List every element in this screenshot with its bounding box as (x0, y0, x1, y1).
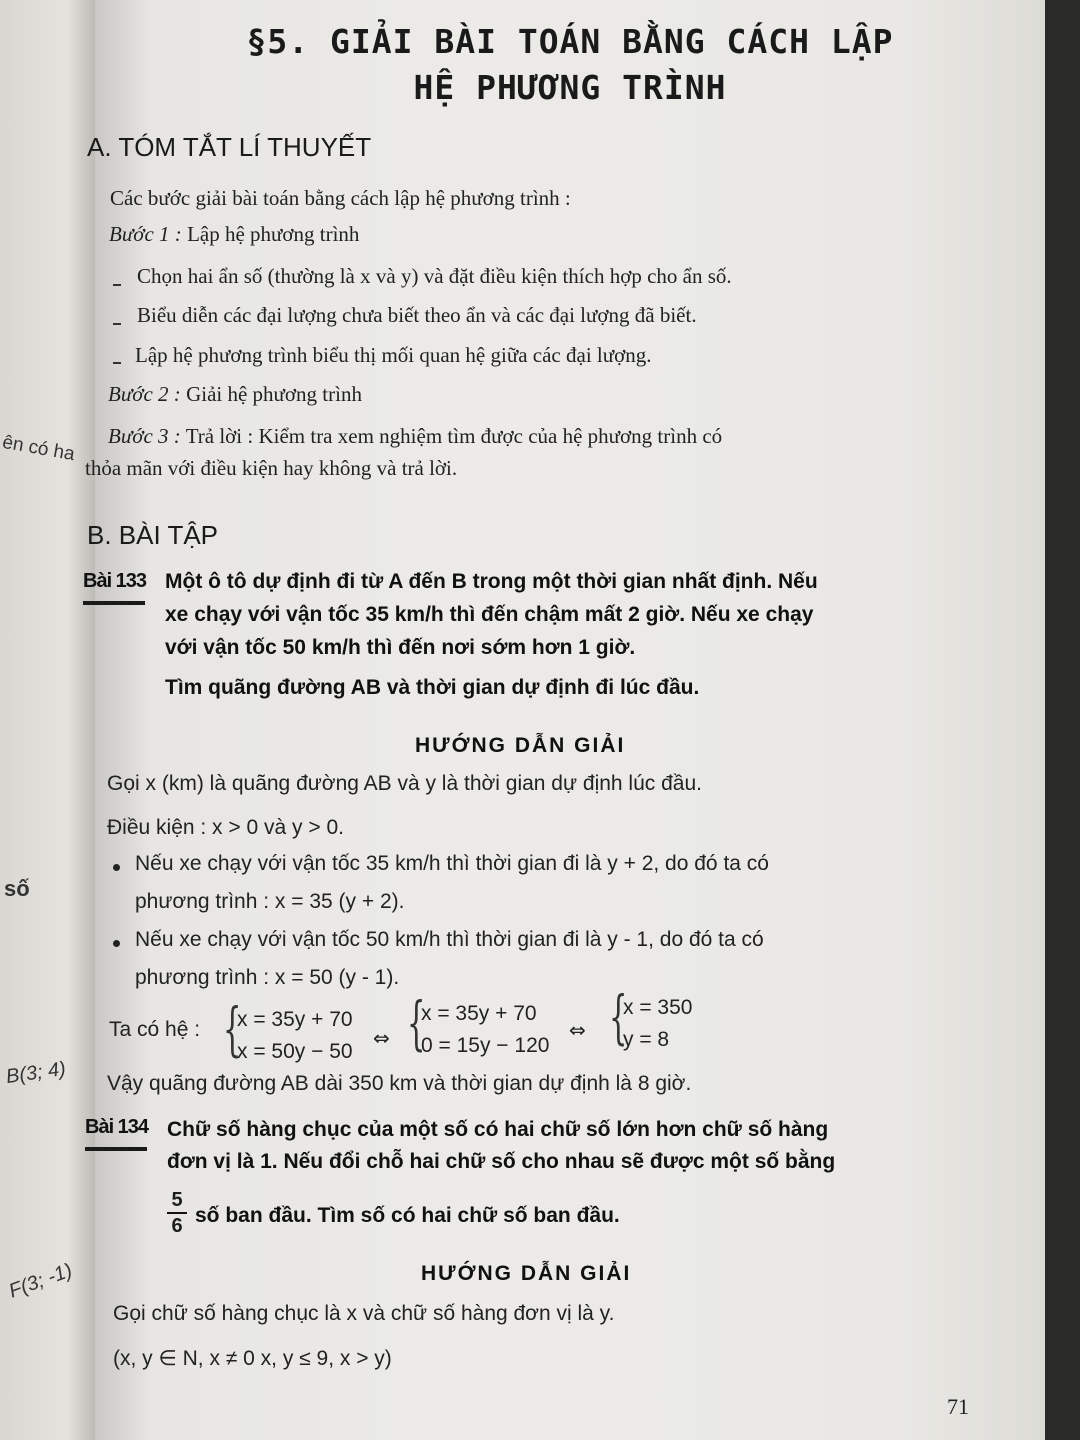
left-fragment: số (4, 876, 30, 901)
system2-eq1: x = 35y + 70 (421, 1002, 537, 1025)
step1 (109, 222, 359, 247)
solution-bullet-cont: phương trình : x = 35 (y + 2). (135, 890, 405, 913)
exercise-tag-underline (83, 601, 145, 605)
brace-symbol: { (609, 983, 628, 1051)
step3-label: Bước 3 : (108, 424, 181, 448)
exercise-133-line: xe chạy với vận tốc 35 km/h thì đến chậm mất 2 giờ. Nếu xe chạy (165, 603, 814, 626)
dash-marker (113, 323, 121, 325)
page-number: 71 (947, 1394, 969, 1419)
solution-guide-heading: HƯỚNG DẪN GIẢI (421, 1262, 632, 1285)
step1-item: Chọn hai ẩn số (thường là x và y) và đặt điều kiện thích hợp cho ẩn số. (137, 264, 732, 288)
exercise-133-line: Một ô tô dự định đi từ A đến B trong một thời gian nhất định. Nếu (165, 570, 818, 593)
step2-label: Bước 2 : (108, 382, 181, 406)
exercise-134-tag: Bài 134 (85, 1116, 149, 1138)
system3-eq2: y = 8 (623, 1028, 670, 1051)
step1-item: Lập hệ phương trình biểu thị mối quan hệ giữa các đại lượng. (135, 343, 652, 367)
exercise-133-tag: Bài 133 (83, 570, 147, 592)
theory-intro: Các bước giải bài toán bằng cách lập hệ phương trình : (110, 186, 571, 210)
solution-line: Gọi chữ số hàng chục là x và chữ số hàng đơn vị là y. (113, 1302, 615, 1325)
system3-eq1: x = 350 (623, 996, 693, 1019)
exercise-133-line: với vận tốc 50 km/h thì đến nơi sớm hơn 1 giờ. (165, 636, 636, 659)
exercise-134-line: Chữ số hàng chục của một số có hai chữ số lớn hơn chữ số hàng (167, 1118, 829, 1141)
solution-guide-heading: HƯỚNG DẪN GIẢI (415, 734, 626, 757)
solution-condition: (x, y ∈ N, x ≠ 0 x, y ≤ 9, x > y) (113, 1347, 392, 1370)
solution-condition: Điều kiện : x > 0 và y > 0. (107, 816, 344, 839)
system1-eq1: x = 35y + 70 (237, 1008, 353, 1031)
left-fragment: B(3; 4) (4, 1057, 68, 1089)
fraction-five-sixths (167, 1188, 187, 1238)
exercise-134-line: đơn vị là 1. Nếu đổi chỗ hai chữ số cho nhau sẽ được một số bằng (167, 1150, 836, 1173)
solution-bullet: Nếu xe chạy với vận tốc 35 km/h thì thời gian đi là y + 2, do đó ta có (135, 852, 769, 875)
step3 (108, 424, 722, 449)
step2-text: Giải hệ phương trình (186, 382, 362, 406)
left-fragment: ên có ha (0, 431, 77, 466)
brace-symbol: { (223, 995, 242, 1063)
book-page (83, 0, 1045, 1440)
dash-marker (113, 362, 121, 364)
equivalence-symbol: ⇔ (569, 1018, 586, 1042)
step1-label: Bước 1 : (109, 222, 182, 246)
system1-eq2: x = 50y − 50 (237, 1040, 353, 1063)
step1-text: Lập hệ phương trình (187, 222, 360, 246)
step3-text: Trả lời : Kiểm tra xem nghiệm tìm được của hệ phương trình có (185, 424, 723, 448)
system-label: Ta có hệ : (109, 1018, 201, 1041)
exercise-133-line: Tìm quãng đường AB và thời gian dự định đi lúc đầu. (165, 676, 700, 699)
section-a-heading: A. TÓM TẮT LÍ THUYẾT (87, 132, 372, 162)
fraction-denominator: 6 (171, 1215, 183, 1237)
dash-marker (113, 284, 121, 286)
equivalence-symbol: ⇔ (373, 1026, 390, 1050)
bullet-marker (113, 940, 120, 947)
solution-conclusion: Vậy quãng đường AB dài 350 km và thời gian dự định là 8 giờ. (107, 1072, 692, 1095)
bullet-marker (113, 864, 120, 871)
exercise-tag-underline (85, 1147, 147, 1151)
page-title-line2: HỆ PHƯƠNG TRÌNH (413, 68, 727, 107)
step1-item: Biểu diễn các đại lượng chưa biết theo ẩn và các đại lượng đã biết. (137, 303, 697, 327)
fraction-numerator: 5 (167, 1188, 187, 1214)
step3-continuation: thỏa mãn với điều kiện hay không và trả lời. (85, 456, 458, 480)
left-facing-page (0, 0, 95, 1440)
left-fragment: F(3; -1) (6, 1259, 76, 1303)
brace-symbol: { (407, 989, 426, 1057)
solution-bullet: Nếu xe chạy với vận tốc 50 km/h thì thời gian đi là y - 1, do đó ta có (135, 928, 764, 951)
page-title: §5. GIẢI BÀI TOÁN BẰNG CÁCH LẬP (246, 22, 894, 61)
section-b-heading: B. BÀI TẬP (87, 520, 219, 550)
solution-line: Gọi x (km) là quãng đường AB và y là thời gian dự định lúc đầu. (107, 772, 702, 795)
exercise-134-line: số ban đầu. Tìm số có hai chữ số ban đầu. (195, 1204, 620, 1227)
system2-eq2: 0 = 15y − 120 (421, 1034, 550, 1057)
step2 (108, 382, 362, 407)
solution-bullet-cont: phương trình : x = 50 (y - 1). (135, 966, 400, 989)
